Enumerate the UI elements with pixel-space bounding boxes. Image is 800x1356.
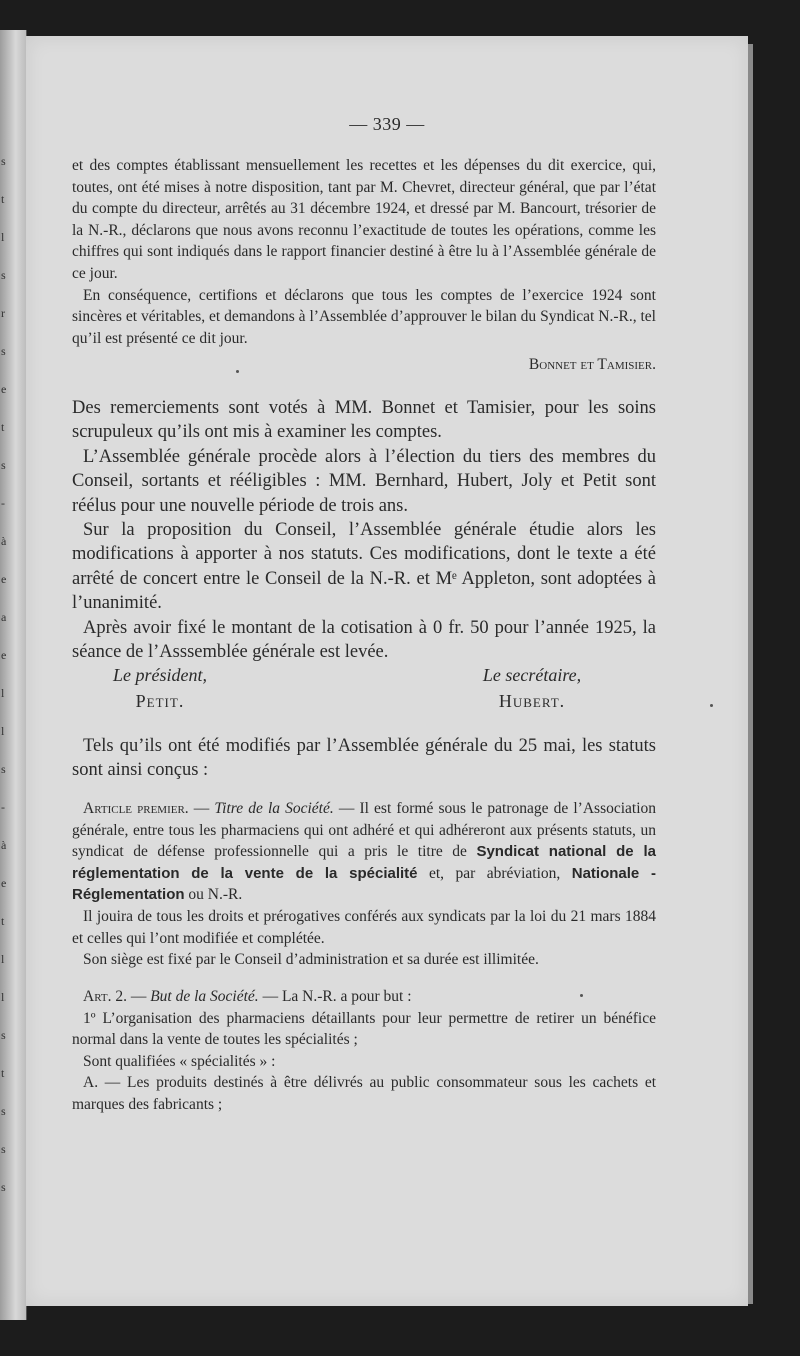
separator: — [188,800,215,817]
audit-paragraph-2: En conséquence, certifions et déclarons que tous les comptes de l’exercice 1924 sont sincères et véritables, et demandons à l’Assemblée d’approuver le bilan du Syndicat N.-R., tel qu’il est présenté ce dit jour. [72,286,656,347]
statutes-intro-text: Tels qu’ils ont été modifiés par l’Assemblée générale du 25 mai, les statuts sont ainsi conçus : [72,736,656,781]
speck [236,370,239,373]
facing-page-letter: t [1,420,5,434]
facing-page-letter: - [1,496,5,510]
article-1-label: Article premier. [83,800,189,817]
separator: — [126,988,151,1005]
facing-page-letter: l [1,952,5,966]
article-1-text: et, par abréviation, [417,864,572,882]
article-2-item-a: A. — Les produits destinés à être délivrés au public consommateur sous les cachets et marques des fabricants ; [72,1074,656,1113]
facing-page-letter: l [1,230,5,244]
facing-page-letter: t [1,192,5,206]
facing-page-letter: a [1,610,7,624]
facing-page-letter: s [1,1104,6,1118]
facing-page-letter: s [1,154,6,168]
audit-paragraph-1: et des comptes établissant mensuellement les recettes et les dépenses du dit exercice, qui, toutes, ont été mises à notre disposition, tant par M. Chevret, directeur général, que par l’état du compte du directeur, arrêtés au 31 décembre 1924, et dressé par M. Bancourt, trésorier de la N.-R., déclarons que nous avons reconnu l’exactitude de toutes les opérations, comme les chiffres qui sont indiqués dans le rapport financier destiné à être lu à l’Assemblée générale de ce jour. [72,157,656,282]
president-signature [100,662,220,714]
document-page [26,36,748,1306]
facing-page-letter: s [1,1142,6,1156]
facing-page-letter: - [1,800,5,814]
facing-page-letter: l [1,990,5,1004]
president-name: Petit. [135,691,185,711]
secretary-name: Hubert. [498,691,566,711]
article-1-paragraph-2: Il jouira de tous les droits et prérogatives conférés aux syndicats par la loi du 21 mars 1884 et celles qui l’ont modifiée et complétée. [72,907,656,947]
article-1-paragraph-1 [72,798,656,906]
facing-page-letter: e [1,382,7,396]
article-1-paragraph-3: Son siège est fixé par le Conseil d’administration et sa durée est illimitée. [83,951,539,969]
article-2-qualified: Sont qualifiées « spécialités » : [83,1052,276,1070]
facing-page-letter: s [1,1180,6,1194]
facing-page-letter: e [1,876,7,890]
meeting-minutes [72,396,656,664]
minutes-paragraph: L’Assemblée générale procède alors à l’élection du tiers des membres du Conseil, sortants et rééligibles : MM. Bernhard, Hubert, Joly et Petit sont réélus pour une nouvelle période de trois ans. [72,446,656,516]
audit-report [72,155,656,349]
article-2-item-1: 1º L’organisation des pharmaciens détaillants pour leur permettre de retirer un bénéfice normal dans la vente de toutes les spécialités ; [72,1009,656,1049]
president-role: Le président, [113,665,207,685]
article-1-title: Titre de la Société. [214,800,334,817]
facing-page-letter: e [1,648,7,662]
page-number: — 339 — [349,114,425,134]
page-thickness-edge [748,44,753,1304]
facing-page-letter: s [1,458,6,472]
article-2 [72,986,656,1116]
audit-signature [72,356,656,374]
minutes-paragraph: Sur la proposition du Conseil, l’Assemblée générale étudie alors les modifications à apporter à nos statuts. Ces modifications, dont le texte a été arrêté de concert entre le Conseil de la N.-R. et Mᵉ Appleton, sont adoptées à l’unanimité. [72,520,656,614]
article-2-heading [72,986,656,1008]
article-1-text: ou N.-R. [184,886,243,904]
auditors-names: Bonnet et Tamisier. [528,356,656,373]
article-2-text: — La N.-R. a pour but : [258,988,412,1005]
article-2-label: Art. 2. [83,988,127,1005]
article-1-text: Il est formé sous le patronage de l’Association générale, entre tous les pharmaciens qui ont adhéré et qui adhéreront aux présents statuts, un syndicat de défense professionnelle qui a pris le titre de [72,800,657,861]
facing-page-letter: l [1,724,5,738]
article-1 [72,798,656,971]
article-2-title: But de la Société. [150,988,259,1005]
facing-page-letter: s [1,1028,6,1042]
speck [710,704,713,707]
facing-page-letter: s [1,268,6,282]
secretary-role: Le secrétaire, [482,665,582,685]
syndicate-name: Syndicat national de la réglementation de la vente de la spécialité [72,843,656,882]
facing-page-letter: t [1,1066,5,1080]
speck [580,994,583,997]
minutes-paragraph: Des remerciements sont votés à MM. Bonnet et Tamisier, pour les soins scrupuleux qu’ils ont mis à examiner les comptes. [72,398,656,443]
facing-page-letter: r [1,306,5,320]
short-name: Nationale - Réglementation [72,864,656,904]
facing-page-letter: à [1,838,7,852]
secretary-signature [466,662,598,714]
facing-page-letter: l [1,686,5,700]
facing-page-letter: à [1,534,7,548]
separator: — [333,800,360,817]
minutes-paragraph: Après avoir fixé le montant de la cotisation à 0 fr. 50 pour l’année 1925, la séance de l’Asssemblée générale est levée. [72,617,656,663]
statutes-intro [72,734,656,783]
facing-page-letter: e [1,572,7,586]
facing-page-letter: s [1,762,6,776]
facing-page-edge [0,30,27,1320]
facing-page-letter: s [1,344,6,358]
facing-page-letter: t [1,914,5,928]
